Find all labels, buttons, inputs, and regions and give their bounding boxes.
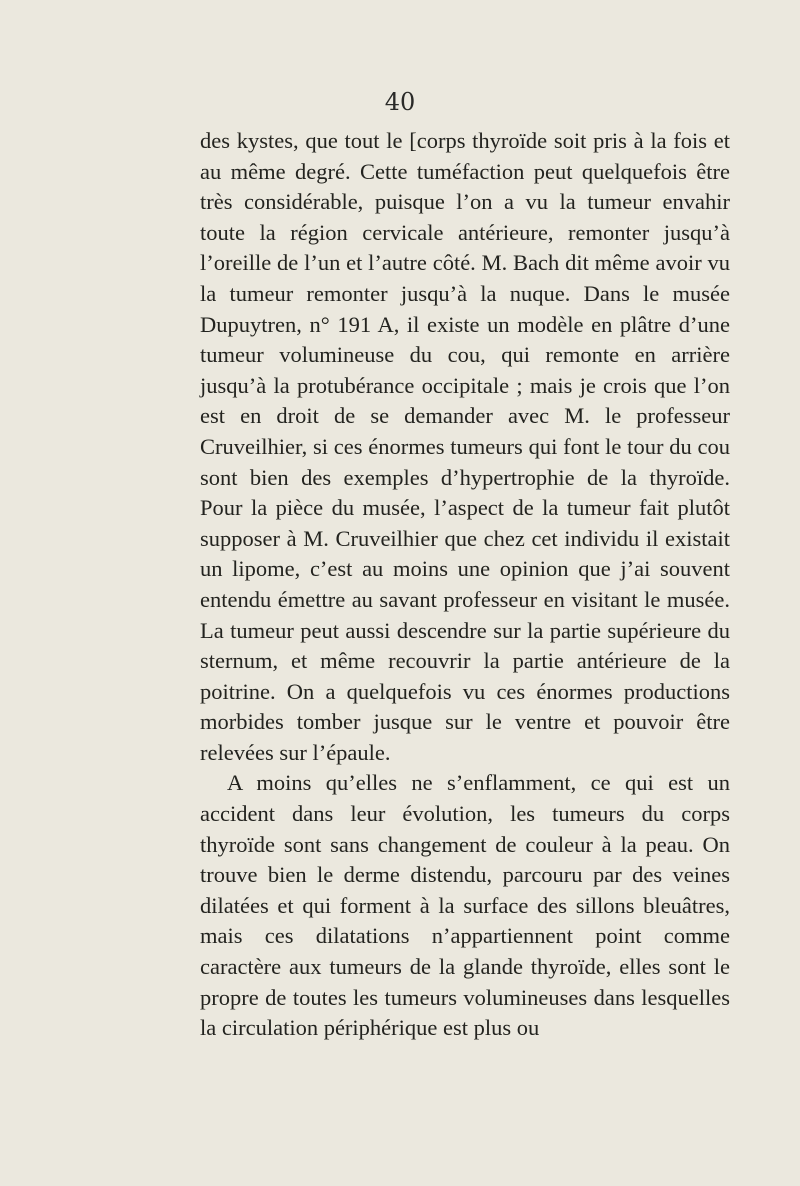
page-number: 40 [384,88,416,116]
body-text [200,126,730,1044]
paragraph-2: A moins qu’elles ne s’enflamment, ce qui est un accident dans leur évolution, les tumeurs du corps thyroïde sont sans changement de couleur à la peau. On trouve bien le derme distendu, parcouru par des veines dilatées et qui forment à la surface des sillons bleuâtres, mais ces dilatations n’appartiennent point comme caractère aux tumeurs de la glande thyroïde, elles sont le propre de toutes les tumeurs volumineuses dans lesquelles la circulation périphérique est plus ou [200,770,730,1041]
paragraph-1: des kystes, que tout le [corps thyroïde soit pris à la fois et au même degré. Cette tuméfaction peut quelquefois être très considérable, puisque l’on a vu la tumeur envahir toute la région cervicale antérieure, remonter jusqu’à l’oreille de l’un et l’autre côté. M. Bach dit même avoir vu la tumeur remonter jusqu’à la nuque. Dans le musée Dupuytren, n° 191 A, il existe un modèle en plâtre d’une tumeur volumineuse du cou, qui remonte en arrière jusqu’à la protubérance occipitale ; mais je crois que l’on est en droit de se demander avec M. le professeur Cruveilhier, si ces énormes tumeurs qui font le tour du cou sont bien des exemples d’hypertrophie de la thyroïde. Pour la pièce du musée, l’aspect de la tumeur fait plutôt supposer à M. Cruveilhier que chez cet individu il existait un lipome, c’est au moins une opinion que j’ai souvent entendu émettre au savant professeur en visitant le musée. La tumeur peut aussi descendre sur la partie supérieure du sternum, et même recouvrir la partie antérieure de la poitrine. On a quelquefois vu ces énormes productions morbides tomber jusque sur le ventre et pouvoir être relevées sur l’épaule. [200,128,730,765]
